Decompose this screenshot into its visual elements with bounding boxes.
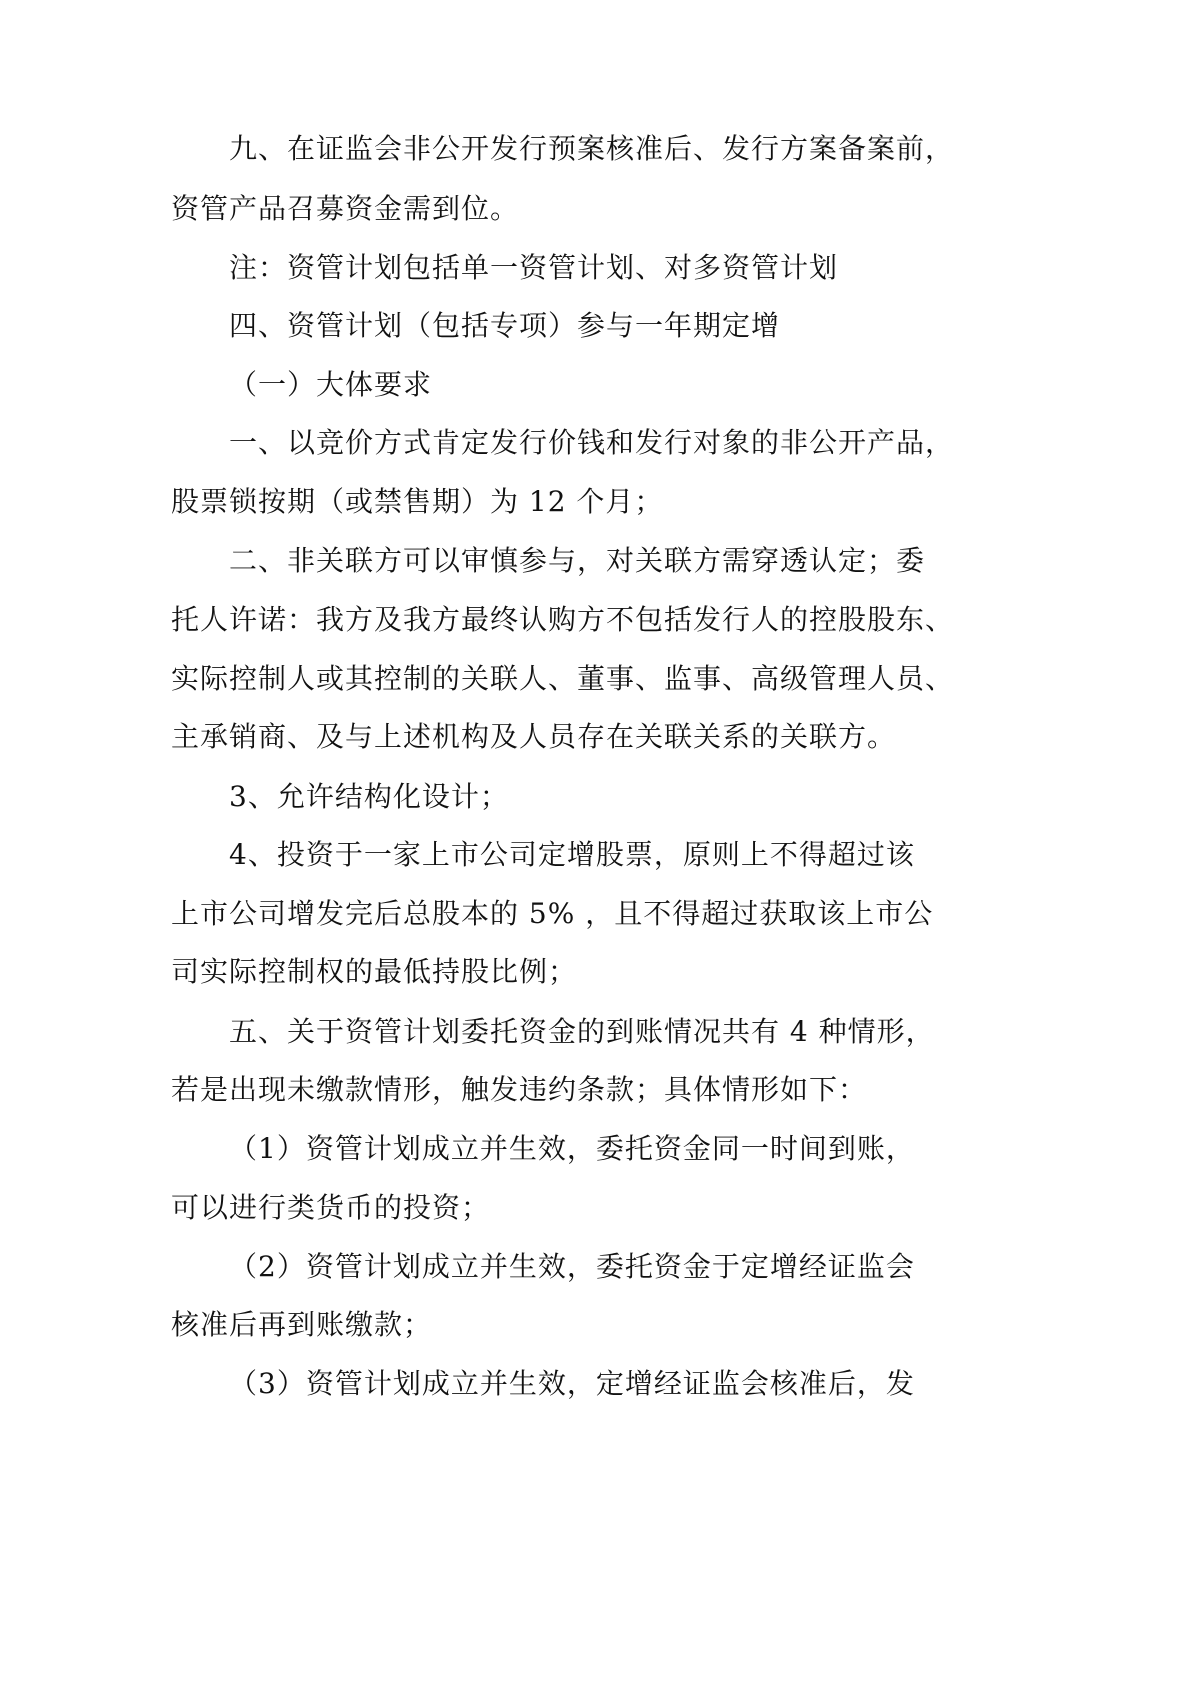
text-line: 五、关于资管计划委托资金的到账情况共有 4 种情形， (229, 1015, 935, 1048)
text-line: 可以进行类货币的投资； (171, 1191, 491, 1224)
text-line: （2）资管计划成立并生效，委托资金于定增经证监会 (229, 1250, 915, 1283)
text-line: 托人许诺：我方及我方最终认购方不包括发行人的控股股东、 (171, 603, 955, 636)
subsection-heading: （一）大体要求 (229, 368, 433, 401)
text-line: 若是出现未缴款情形，触发违约条款；具体情形如下： (171, 1073, 868, 1106)
text-line: （3）资管计划成立并生效，定增经证监会核准后，发 (229, 1367, 915, 1400)
text-line: 股票锁按期（或禁售期）为 12 个月； (171, 485, 664, 518)
text-line: 司实际控制权的最低持股比例； (171, 955, 578, 988)
text-line: 4、投资于一家上市公司定增股票，原则上不得超过该 (229, 838, 915, 871)
text-line: 实际控制人或其控制的关联人、董事、监事、高级管理人员、 (171, 662, 955, 695)
section-heading: 四、资管计划（包括专项）参与一年期定增 (229, 309, 781, 342)
text-line: 主承销商、及与上述机构及人员存在关联关系的关联方。 (171, 720, 897, 753)
text-line: 上市公司增发完后总股本的 5% ，且不得超过获取该上市公 (171, 897, 934, 930)
text-line: 核准后再到账缴款； (171, 1308, 433, 1341)
text-line: 注：资管计划包括单一资管计划、对多资管计划 (229, 251, 839, 284)
text-line: 二、非关联方可以审慎参与，对关联方需穿透认定；委 (229, 544, 926, 577)
text-line: 一、以竞价方式肯定发行价钱和发行对象的非公开产品， (229, 426, 955, 459)
text-line: 九、在证监会非公开发行预案核准后、发行方案备案前， (229, 132, 955, 165)
text-line: 资管产品召募资金需到位。 (171, 192, 520, 225)
text-line: （1）资管计划成立并生效，委托资金同一时间到账， (229, 1132, 915, 1165)
text-line: 3、允许结构化设计； (229, 780, 509, 813)
